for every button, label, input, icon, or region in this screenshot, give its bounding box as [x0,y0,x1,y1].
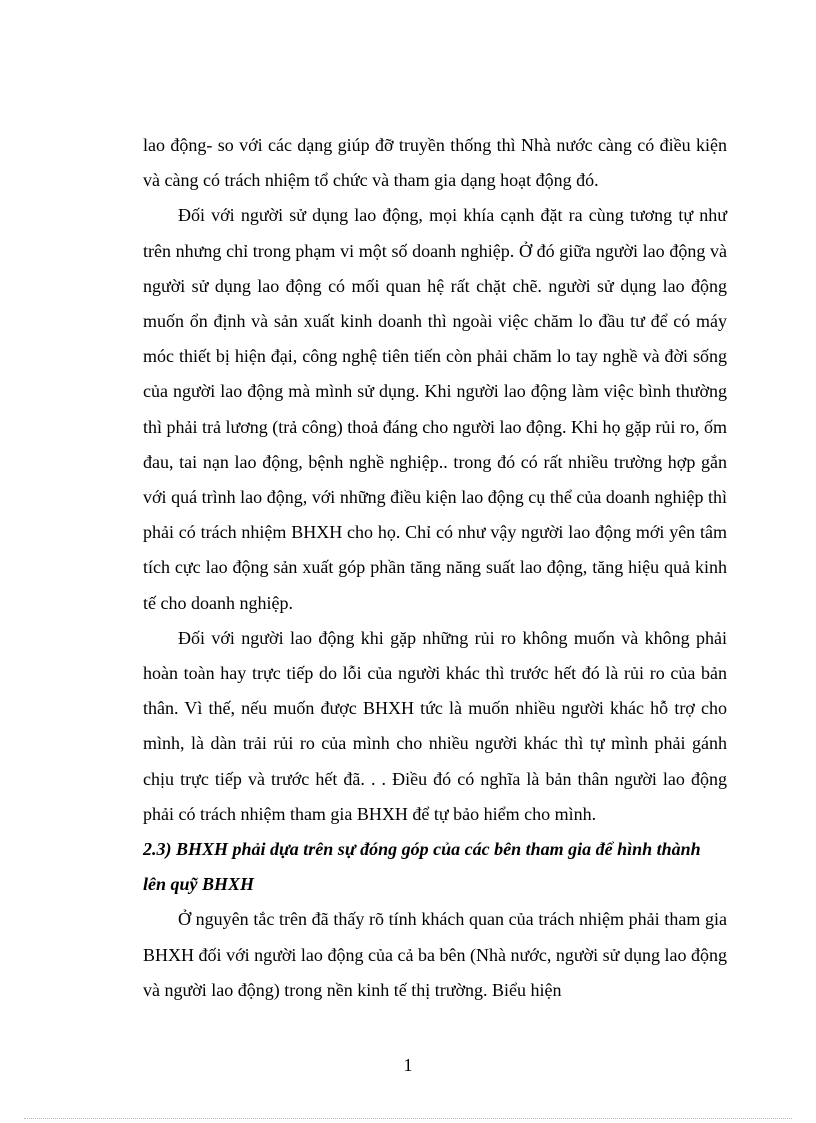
page-number: 1 [403,1055,413,1075]
document-body [143,128,727,1008]
page-bottom-divider [24,1118,792,1119]
paragraph-principle: Ở nguyên tắc trên đã thấy rõ tính khách quan của trách nhiệm phải tham gia BHXH đối với người lao động của cả ba bên (Nhà nước, người sử dụng lao động và người lao động) trong nền kinh tế thị trường. Biểu hiện [143,909,727,1000]
paragraph-continuation: lao động- so với các dạng giúp đỡ truyền thống thì Nhà nước càng có điều kiện và càng có trách nhiệm tổ chức và tham gia dạng hoạt động đó. [143,135,727,191]
section-heading: 2.3) BHXH phải dựa trên sự đóng góp của các bên tham gia để hình thành lên quỹ BHXH [143,839,701,895]
paragraph-worker-responsibility: Đối với người lao động khi gặp những rủi ro không muốn và không phải hoàn toàn hay trực tiếp do lỗi của người khác thì trước hết đó là rủi ro của bản thân. Vì thế, nếu muốn được BHXH tức là muốn nhiều người khác hỗ trợ cho mình, là dàn trải rủi ro của mình cho nhiều người khác thì tự mình phải gánh chịu trực tiếp và trước hết đã. . . Điều đó có nghĩa là bản thân người lao động phải có trách nhiệm tham gia BHXH để tự bảo hiểm cho mình. [143,627,727,824]
paragraph-employer-responsibility: Đối với người sử dụng lao động, mọi khía cạnh đặt ra cùng tương tự như trên nhưng chỉ trong phạm vi một số doanh nghiệp. Ở đó giữa người lao động và người sử dụng lao động có mối quan hệ rất chặt chẽ. người sử dụng lao động muốn ổn định và sản xuất kinh doanh thì ngoài việc chăm lo đầu tư để có máy móc thiết bị hiện đại, công nghệ tiên tiến còn phải chăm lo tay nghề và đời sống của người lao động mà mình sử dụng. Khi người lao động làm việc bình thường thì phải trả lương (trả công) thoả đáng cho người lao động. Khi họ gặp rủi ro, ốm đau, tai nạn lao động, bệnh nghề nghiệp.. trong đó có rất nhiều trường hợp gắn với quá trình lao động, với những điều kiện lao động cụ thể của doanh nghiệp thì phải có trách nhiệm BHXH cho họ. Chỉ có như vậy người lao động mới yên tâm tích cực lao động sản xuất góp phần tăng năng suất lao động, tăng hiệu quả kinh tế cho doanh nghiệp. [143,205,727,613]
